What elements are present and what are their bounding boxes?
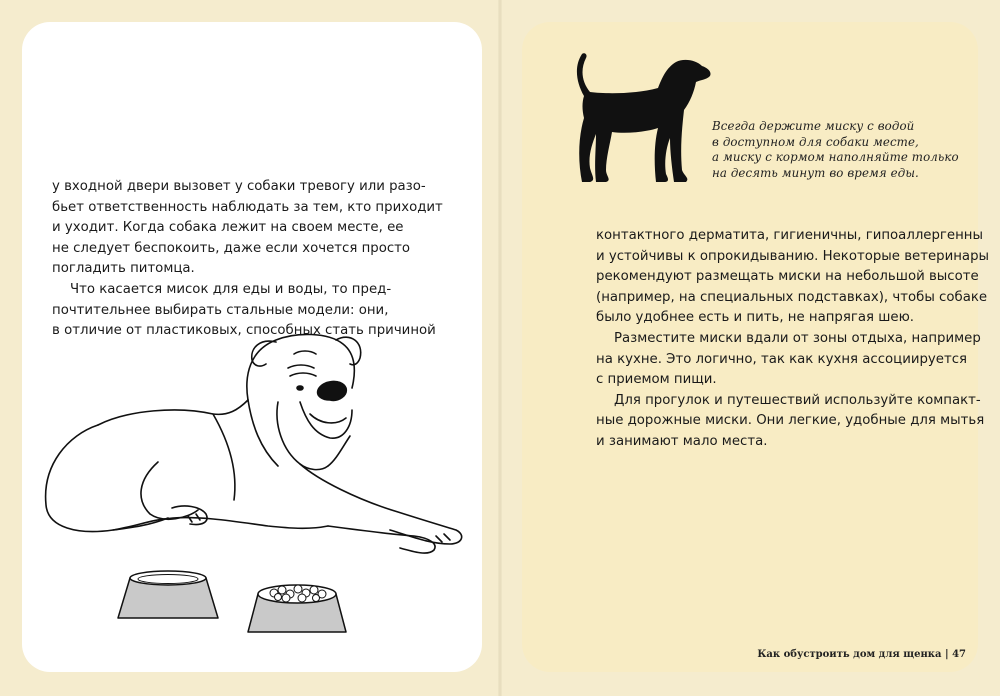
quote-line: в доступном для собаки месте, (712, 134, 919, 149)
right-paragraph-2 (596, 329, 981, 391)
empty-bowl-icon (112, 568, 224, 624)
text-line: бьет ответственность наблюдать за тем, кто приходит (52, 199, 443, 215)
right-page-text (596, 226, 990, 453)
text-line: рекомендуют размещать миски на небольшой высоте (596, 269, 979, 285)
standing-dog-silhouette-icon (566, 48, 716, 186)
text-line: Для прогулок и путешествий используйте компакт- (614, 392, 981, 408)
quote-line: на десять минут во время еды. (712, 165, 919, 180)
text-line: контактного дерматита, гигиеничны, гипоаллергенны (596, 228, 983, 243)
text-line: Что касается мисок для еды и воды, то пред- (70, 281, 392, 297)
page-footer: Как обустроить дом для щенка | 47 (757, 649, 966, 660)
text-line: с приемом пищи. (596, 372, 717, 388)
text-line: ные дорожные миски. Они легкие, удобные для мытья (596, 413, 985, 429)
text-line: и уходит. Когда собака лежит на своем месте, ее (52, 220, 404, 236)
left-paragraph-1 (52, 177, 443, 280)
right-paragraph-1 (596, 226, 990, 329)
text-line: Разместите миски вдали от зоны отдыха, например (614, 330, 981, 346)
left-page-text (52, 177, 443, 342)
quote-line: Всегда держите миску с водой (712, 119, 915, 133)
text-line: и занимают мало места. (596, 433, 768, 449)
food-bowl-icon (242, 580, 352, 638)
text-line: не следует беспокоить, даже если хочется просто (52, 240, 411, 256)
text-line: и устойчивы к опрокидыванию. Некоторые ветеринары (596, 248, 990, 264)
text-line: в отличие от пластиковых, способных стать причиной (52, 323, 436, 339)
text-line: погладить питомца. (52, 261, 195, 277)
text-line: почтительнее выбирать стальные модели: они, (52, 302, 389, 318)
text-line: на кухне. Это логично, так как кухня ассоциируется (596, 351, 968, 367)
text-line: у входной двери вызовет у собаки тревогу или разо- (52, 179, 426, 194)
quote-line: а миску с кормом наполняйте только (712, 150, 959, 165)
lying-bulldog-drawing-icon (38, 330, 468, 560)
text-line: (например, на специальных подставках), чтобы собаке (596, 289, 988, 305)
tip-quote (712, 119, 959, 181)
right-paragraph-3 (596, 391, 985, 453)
text-line: было удобнее есть и пить, не напрягая шею. (596, 310, 914, 326)
book-gutter (498, 0, 502, 696)
